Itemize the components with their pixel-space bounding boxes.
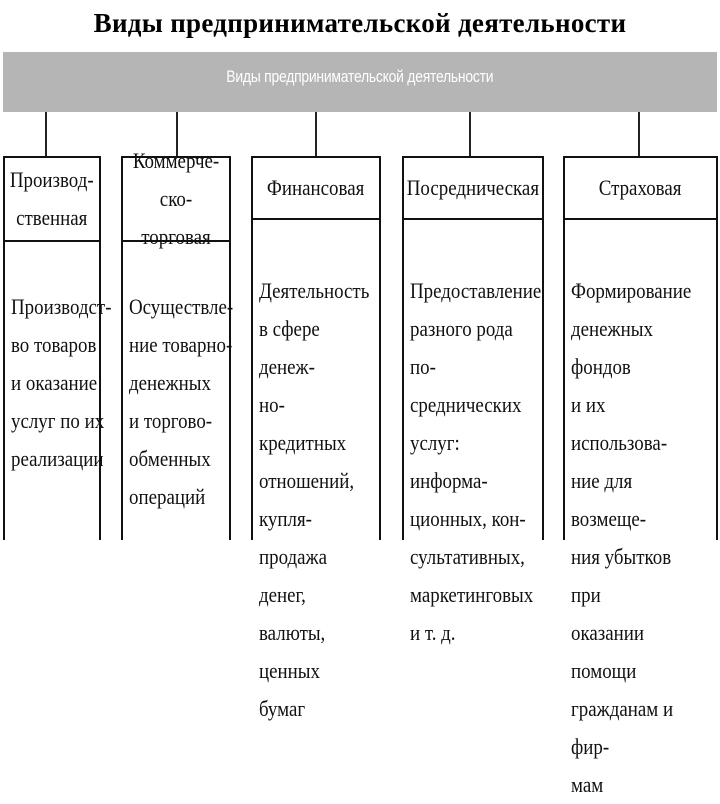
category-heading: Страховая bbox=[565, 158, 716, 220]
connector-line-intermediary bbox=[469, 112, 471, 156]
category-box-intermediary bbox=[402, 156, 544, 645]
connector-line-production bbox=[45, 112, 47, 156]
connector-line-insurance bbox=[638, 112, 640, 156]
root-node bbox=[3, 52, 717, 112]
category-heading: Коммерче- ско-торговая bbox=[123, 158, 229, 242]
category-box-production bbox=[3, 156, 112, 540]
category-description: Деятельность в сфере денеж- но-кредитных отношений, купля-продажа денег, валюты, ценных бумаг bbox=[259, 278, 370, 721]
category-description: Формирование денежных фондов и их использова- ние для возмеще- ния убытков при оказании помощи гражданам и фир- мам bbox=[571, 278, 692, 797]
category-heading: Производ- ственная bbox=[5, 158, 99, 242]
category-box-insurance bbox=[563, 156, 718, 797]
category-box-financial bbox=[251, 156, 381, 721]
category-heading: Посредническая bbox=[404, 158, 542, 220]
category-description: Производст- во товаров и оказание услуг по их реализации bbox=[11, 294, 112, 471]
category-description: Осуществле- ние товарно- денежных и торгово- обменных операций bbox=[129, 294, 234, 509]
category-description: Предоставление разного рода по- среднических услуг: информа- ционных, кон- сультативных, маркетинговых и т. д. bbox=[410, 278, 542, 645]
category-box-commercial bbox=[121, 148, 234, 540]
root-node-label: Виды предпринимательской деятельности bbox=[226, 67, 494, 86]
connector-line-financial bbox=[315, 112, 317, 156]
category-heading: Финансовая bbox=[253, 158, 379, 220]
page-title: Виды предпринимательской деятельности bbox=[93, 8, 627, 38]
